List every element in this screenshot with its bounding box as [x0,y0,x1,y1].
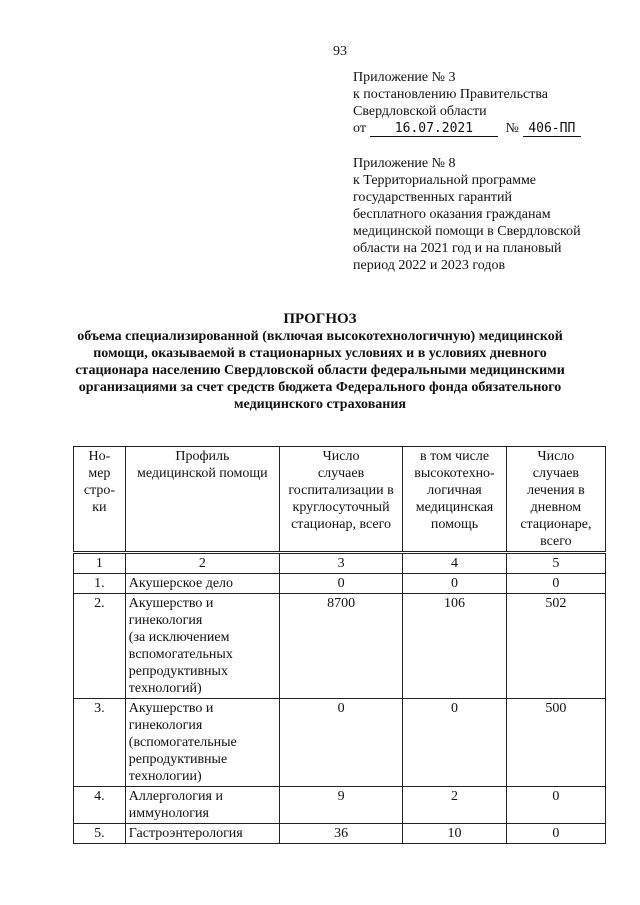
profile-name: Аллергология и иммунология [125,787,279,824]
title-line: стационара населению Свердловской области федеральными медицинскими [75,363,565,378]
annex-resolution-line3: Свердловской области [353,104,487,119]
header-hospitalizations: Число случаев госпитализации в круглосуточный стационар, всего [279,447,402,553]
header-day-hospital: Число случаев лечения в дневном стационаре, всего [506,447,605,553]
column-number: 1 [74,553,126,574]
table-header-row [74,447,606,553]
row-number: 2. [74,594,126,699]
table-row [74,699,606,787]
number-prefix: № [505,121,519,136]
page-number: 93 [333,44,347,59]
row-number: 4. [74,787,126,824]
profile-name: Акушерское дело [125,574,279,594]
hitech-value: 0 [403,574,507,594]
title-subtitle [60,328,580,413]
table-row [74,594,606,699]
table-row [74,574,606,594]
annex-resolution-line1: Приложение № 3 [353,70,456,85]
column-number: 3 [279,553,402,574]
title-line: организациями за счет средств бюджета Федерального фонда обязательного [78,380,562,395]
resolution-date: 16.07.2021 [370,122,498,137]
hospitalizations-value: 0 [279,699,402,787]
header-profile: Профиль медицинской помощи [125,447,279,553]
day-hospital-value: 0 [506,787,605,824]
forecast-table [73,446,606,844]
hospitalizations-value: 9 [279,787,402,824]
resolution-number: 406-ПП [523,122,581,137]
day-hospital-value: 0 [506,824,605,844]
title-line: помощи, оказываемой в стационарных условиях и в условиях дневного [93,346,547,361]
annex-program-line: медицинской помощи в Свердловской [353,224,581,239]
title-line: медицинского страхования [234,397,406,412]
annex-resolution-date-line [353,120,613,137]
annex-program [353,155,613,274]
hitech-value: 10 [403,824,507,844]
document-title [60,311,580,413]
row-number: 1. [74,574,126,594]
table-row [74,787,606,824]
day-hospital-value: 502 [506,594,605,699]
column-number: 5 [506,553,605,574]
column-number: 2 [125,553,279,574]
annex-program-line: области на 2021 год и на плановый [353,241,562,256]
title-line: объема специализированной (включая высокотехнологичную) медицинской [77,329,563,344]
header-hitech: в том числе высокотехно- логичная медицинская помощь [403,447,507,553]
hitech-value: 106 [403,594,507,699]
annex-resolution [353,69,613,137]
annex-program-line: бесплатного оказания гражданам [353,207,551,222]
column-number-row [74,553,606,574]
date-prefix: от [353,121,366,136]
annex-resolution-line2: к постановлению Правительства [353,87,549,102]
annex-program-line: Приложение № 8 [353,156,456,171]
hospitalizations-value: 8700 [279,594,402,699]
annex-program-line: период 2022 и 2023 годов [353,258,506,273]
profile-name: Гастроэнтерология [125,824,279,844]
day-hospital-value: 0 [506,574,605,594]
hitech-value: 2 [403,787,507,824]
title-heading: ПРОГНОЗ [283,311,357,327]
row-number: 5. [74,824,126,844]
profile-name: Акушерство и гинекология (за исключением вспомогательных репродуктивных технологий) [125,594,279,699]
annex-program-line: к Территориальной программе [353,173,537,188]
profile-name: Акушерство и гинекология (вспомогательные репродуктивные технологии) [125,699,279,787]
column-number: 4 [403,553,507,574]
hospitalizations-value: 36 [279,824,402,844]
hitech-value: 0 [403,699,507,787]
day-hospital-value: 500 [506,699,605,787]
annex-program-line: государственных гарантий [353,190,512,205]
hospitalizations-value: 0 [279,574,402,594]
header-row-number: Но- мер стро- ки [74,447,126,553]
table-row [74,824,606,844]
row-number: 3. [74,699,126,787]
